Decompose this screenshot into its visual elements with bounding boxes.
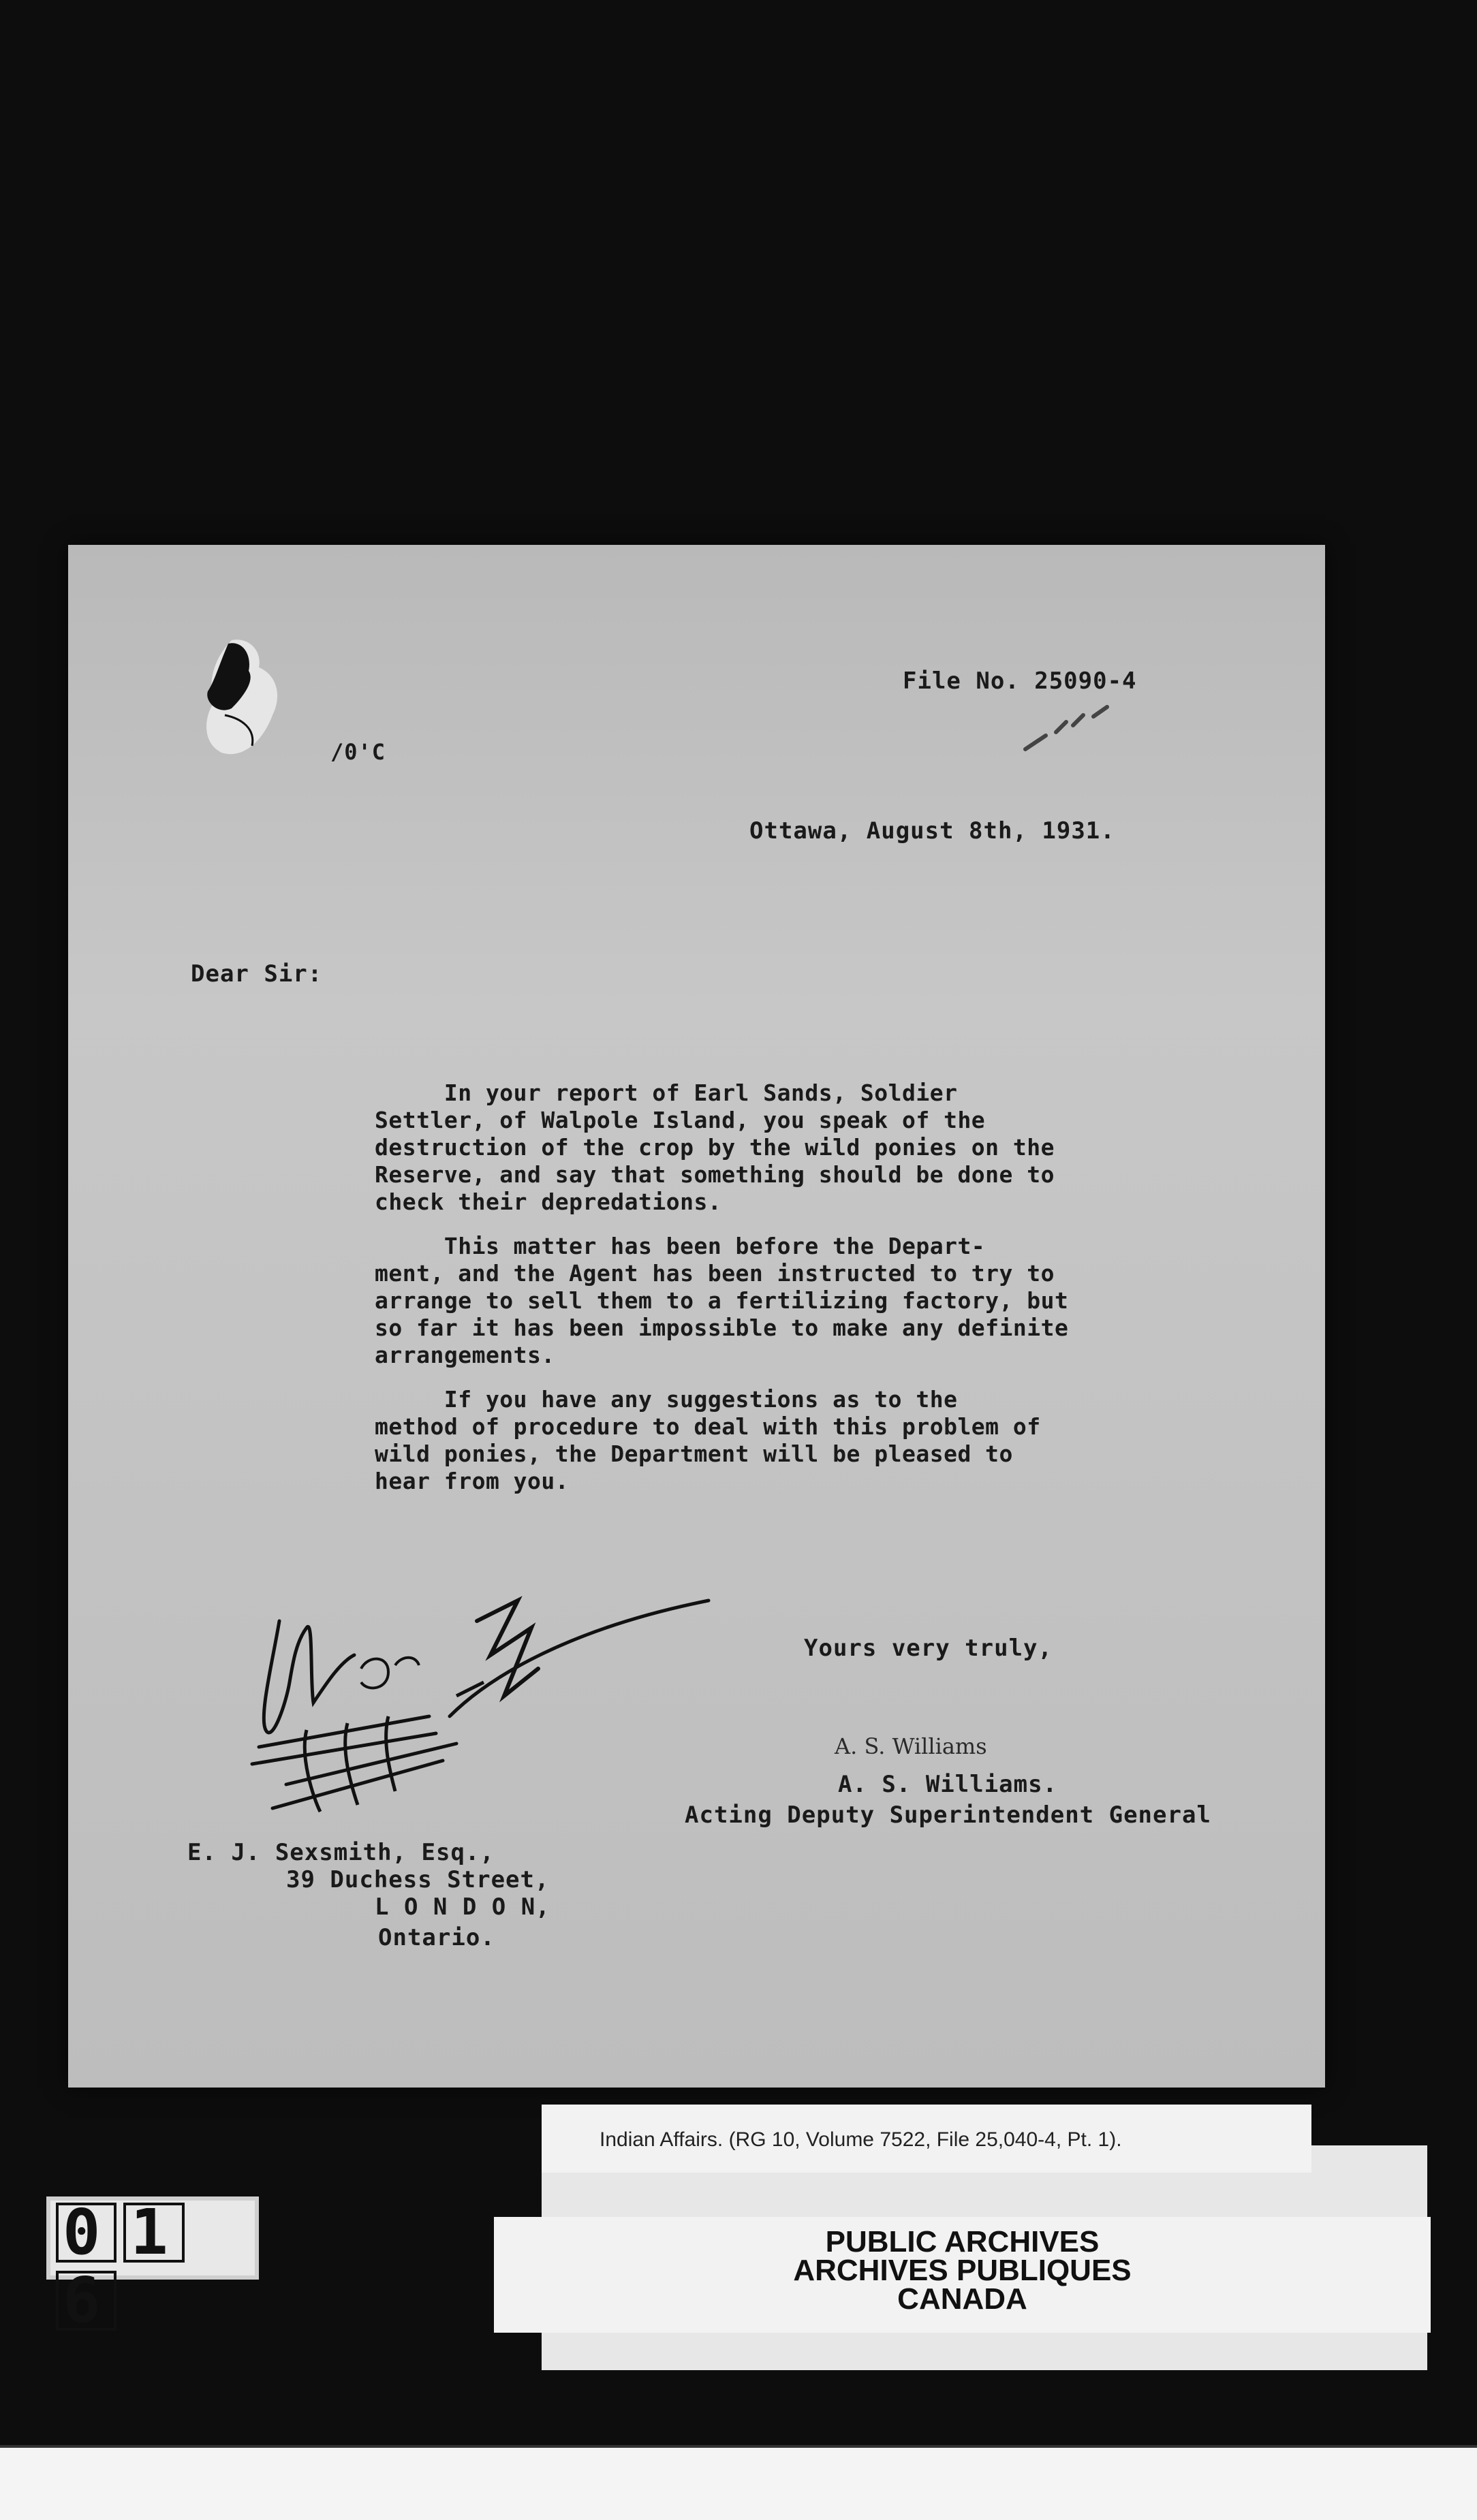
archive-name-fr: ARCHIVES PUBLIQUES (793, 2254, 1132, 2287)
addressee-province: Ontario. (378, 1924, 495, 1951)
closing: Yours very truly, (804, 1635, 1053, 1662)
file-number: File No. 25090-4 (903, 667, 1137, 695)
frame-digit: 6 (56, 2271, 116, 2331)
paragraph-2: This matter has been before the Depart- ment, and the Agent has been instructed to try to arrange to sell them to a fertilizing factory, but so far it has been impossible to make any definite arrangements. (375, 1233, 1069, 1368)
film-edge-strip (0, 2445, 1477, 2520)
frame-digit: 0 (56, 2203, 116, 2263)
archive-reference: Indian Affairs. (RG 10, Volume 7522, File 25,040-4, Pt. 1). (600, 2128, 1122, 2151)
signer-name: A. S. Williams. (838, 1771, 1058, 1798)
signer-title: Acting Deputy Superintendent General (685, 1801, 1211, 1829)
frame-counter-digits (56, 2196, 247, 2337)
paragraph-1: In your report of Earl Sands, Soldier Settler, of Walpole Island, you speak of the destruction of the crop by the wild ponies on the Reserve, and say that something should be done to check their depredations. (375, 1080, 1055, 1215)
addressee-street: 39 Duchess Street, (286, 1866, 550, 1893)
archive-name-en: PUBLIC ARCHIVES (825, 2225, 1100, 2258)
archive-country: CANADA (897, 2282, 1027, 2316)
salutation: Dear Sir: (191, 960, 323, 988)
pencil-mark (1019, 702, 1128, 759)
handwritten-initials (232, 1580, 763, 1835)
addressee-name: E. J. Sexsmith, Esq., (187, 1839, 495, 1866)
ink-stamp-mark (194, 633, 296, 772)
paragraph-3: If you have any suggestions as to the method of procedure to deal with this problem of wild ponies, the Department will be pleased to hear from you. (375, 1386, 1041, 1494)
frame-digit: 1 (123, 2203, 184, 2263)
letter-date: Ottawa, August 8th, 1931. (749, 817, 1115, 845)
signature-stamp: A. S. Williams (835, 1733, 987, 1759)
addressee-city: L O N D O N, (375, 1893, 550, 1921)
letter-page (68, 545, 1325, 2088)
reference-mark: /0'C (330, 739, 386, 765)
